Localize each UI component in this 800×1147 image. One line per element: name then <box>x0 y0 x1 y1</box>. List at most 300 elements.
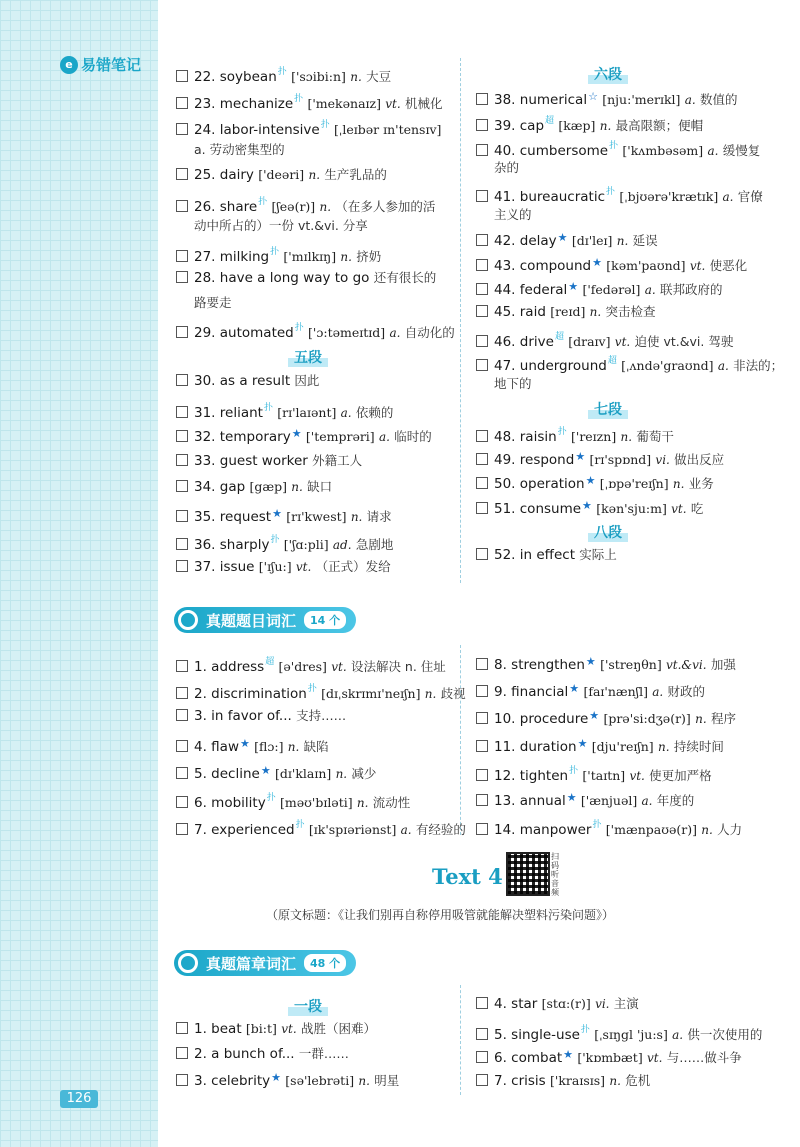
vocab-phonetic: [məʊ'bɪləti] <box>280 795 353 810</box>
vocab-item <box>176 557 391 577</box>
vocab-phonetic: [ˌʌndə'graʊnd] <box>621 358 714 374</box>
vocab-item <box>476 788 694 811</box>
banner-title: 真题篇章词汇 <box>206 954 297 973</box>
vocab-pos: vt. <box>385 96 401 111</box>
vocab-word: 11. duration <box>494 738 577 755</box>
vocab-item <box>476 706 736 729</box>
vocab-word: 46. drive <box>494 333 554 350</box>
vocab-item <box>476 734 724 757</box>
vocab-item <box>476 447 724 470</box>
vocab-meaning: 人力 <box>717 822 743 838</box>
checkbox[interactable] <box>176 200 188 212</box>
checkbox[interactable] <box>476 430 488 442</box>
mark-icon: 扑 <box>307 684 317 695</box>
vocab-meaning: 实际上 <box>579 547 617 562</box>
vocab-pos: n. <box>308 168 321 182</box>
vocab-meaning: 使更加严格 <box>649 767 712 783</box>
checkbox[interactable] <box>476 685 488 697</box>
vocab-phonetic: [rɪ'spɒnd] <box>589 451 652 467</box>
vocab-item <box>476 679 705 702</box>
checkbox[interactable] <box>476 1051 488 1063</box>
vocab-item <box>176 788 410 813</box>
vocab-item <box>476 471 714 494</box>
vocab-meaning: （在多人参加的活 <box>335 198 436 214</box>
vocab-word: 51. consume <box>494 500 582 517</box>
vocab-meaning: 减少 <box>351 765 377 781</box>
checkbox[interactable] <box>476 259 488 271</box>
checkbox[interactable] <box>176 454 188 466</box>
vocab-pos: vt. <box>671 501 687 516</box>
vocab-item <box>176 89 443 114</box>
checkbox[interactable] <box>476 283 488 295</box>
vocab-meaning: 缺口 <box>307 479 333 494</box>
checkbox[interactable] <box>476 335 488 347</box>
vocab-word: 6. combat <box>494 1050 563 1066</box>
vocab-item <box>476 302 656 322</box>
vocab-item <box>476 351 783 376</box>
vocab-meaning: 供一次使用的 <box>687 1026 763 1042</box>
vocab-item <box>176 1044 349 1064</box>
checkbox[interactable] <box>176 406 188 418</box>
mark-icon: 扑 <box>609 140 619 151</box>
star-icon: ★ <box>568 280 579 294</box>
vocab-word: 25. dairy <box>194 167 254 183</box>
vocab-word: 26. share <box>194 198 258 215</box>
vocab-item <box>176 398 393 423</box>
vocab-word: 22. soybean <box>194 69 277 85</box>
text-heading: Text 4 <box>432 864 503 889</box>
vocab-item <box>476 1020 762 1045</box>
vocab-word: 47. underground <box>494 358 607 375</box>
checkbox[interactable] <box>176 660 188 672</box>
vocab-pos: n. <box>350 509 363 524</box>
vocab-meaning: 业务 <box>688 476 714 492</box>
checkbox[interactable] <box>476 119 488 131</box>
checkbox[interactable] <box>476 794 488 806</box>
vocab-pos: a. <box>722 190 734 204</box>
vocab-phonetic: ['streŋθn] <box>600 657 662 672</box>
star-icon: ★ <box>240 736 250 750</box>
vocab-word: 39. cap <box>494 118 545 135</box>
banner-count: 48 个 <box>304 954 346 972</box>
checkbox[interactable] <box>476 234 488 246</box>
vocab-meaning: （正式）发给 <box>315 558 391 574</box>
vocab-item <box>176 371 319 391</box>
checkbox[interactable] <box>176 250 188 262</box>
vocab-pos: a. <box>672 1027 684 1042</box>
vocab-phonetic: [gæp] <box>249 479 287 494</box>
vocab-word: 44. federal <box>494 282 568 299</box>
vocab-meaning: 挤奶 <box>356 248 382 264</box>
qr-code-icon <box>506 852 550 896</box>
mark-icon: 超 <box>545 116 555 127</box>
vocab-word: 4. star <box>494 996 538 1012</box>
vocab-word: 3. in favor of... <box>194 708 292 725</box>
checkbox[interactable] <box>176 709 188 721</box>
checkbox[interactable] <box>476 144 488 156</box>
column-divider <box>460 645 461 835</box>
vocab-meaning: 危机 <box>625 1072 651 1088</box>
banner-passage-vocab <box>174 950 356 976</box>
checkbox[interactable] <box>176 123 188 135</box>
checkbox[interactable] <box>476 477 488 489</box>
vocab-pos: vi. <box>655 452 670 467</box>
vocab-meaning: 突击检查 <box>605 304 656 319</box>
page-content <box>158 0 800 1147</box>
checkbox[interactable] <box>176 271 188 283</box>
vocab-phonetic: [bi:t] <box>245 1020 277 1036</box>
vocab-pos: a. <box>400 823 412 838</box>
vocab-pos: n. <box>657 739 670 754</box>
vocab-phonetic: [kən'sju:m] <box>596 500 667 516</box>
vocab-phonetic: ['ʃɑ:pli] <box>283 537 329 552</box>
checkbox[interactable] <box>176 1047 188 1059</box>
vocab-phonetic: ['taɪtn] <box>582 767 626 783</box>
vocab-phonetic: ['deəri] <box>258 167 305 182</box>
star-icon: ★ <box>592 255 602 269</box>
mark-icon: 扑 <box>277 67 287 77</box>
vocab-pos: n. <box>609 1073 621 1088</box>
mark-icon: 扑 <box>606 187 616 197</box>
segment-heading: 八段 <box>588 522 628 542</box>
vocab-word: 1. address <box>194 659 265 675</box>
vocab-word: 37. issue <box>194 558 255 575</box>
vocab-item <box>476 652 736 675</box>
checkbox[interactable] <box>176 823 188 835</box>
vocab-meaning: 缺陷 <box>303 738 329 754</box>
column-divider <box>460 58 461 583</box>
vocab-item <box>176 504 392 527</box>
vocab-meaning: 大豆 <box>366 69 392 84</box>
vocab-item <box>476 327 733 352</box>
vocab-word: 7. crisis <box>494 1072 546 1089</box>
vocab-item <box>476 994 639 1014</box>
checkbox[interactable] <box>176 767 188 779</box>
vocab-pos: vt. <box>647 1051 663 1065</box>
checkbox[interactable] <box>476 1028 488 1040</box>
vocab-meaning: 使恶化 <box>709 257 748 273</box>
vocab-phonetic: [rɪ'laɪənt] <box>277 404 337 420</box>
search-icon <box>178 953 198 973</box>
checkbox[interactable] <box>176 430 188 442</box>
vocab-word: 10. procedure <box>494 711 589 728</box>
vocab-word: 31. reliant <box>194 404 263 421</box>
vocab-meaning-continued: 地下的 <box>494 375 532 391</box>
vocab-phonetic: [ˌɒpə'reɪʃn] <box>599 476 669 492</box>
vocab-pos: a. <box>717 359 729 374</box>
vocab-phonetic: [ə'dres] <box>278 659 327 674</box>
vocab-word: 12. tighten <box>494 767 569 784</box>
vocab-word: 33. guest worker <box>194 452 308 469</box>
vocab-word: 24. labor-intensive <box>194 122 320 138</box>
checkbox[interactable] <box>176 374 188 386</box>
checkbox[interactable] <box>476 93 488 105</box>
vocab-word: 27. milking <box>194 248 270 265</box>
star-icon: ★ <box>566 791 577 804</box>
vocab-meaning: 外籍工人 <box>312 452 363 468</box>
vocab-phonetic: [kæp] <box>558 118 596 134</box>
mark-icon: 扑 <box>294 323 304 333</box>
vocab-meaning: 葡萄干 <box>636 429 674 444</box>
mark-icon: 扑 <box>295 820 305 831</box>
vocab-phonetic: [draɪv] <box>568 333 611 349</box>
banner-count: 14 个 <box>304 611 346 629</box>
qr-label: 扫码听音频 <box>551 852 559 897</box>
checkbox[interactable] <box>476 502 488 514</box>
vocab-meaning: 依赖的 <box>355 404 394 420</box>
vocab-pos: vt. <box>281 1021 297 1036</box>
vocab-phonetic: [flɔ:] <box>254 738 284 754</box>
star-icon: ★ <box>271 1071 281 1085</box>
star-icon: ★ <box>557 231 568 245</box>
vocab-phonetic: [ɪk'spɪəriənst] <box>308 822 397 838</box>
vocab-word: 8. strengthen <box>494 657 585 673</box>
checkbox[interactable] <box>476 453 488 465</box>
banner-title: 真题题目词汇 <box>206 611 297 630</box>
checkbox[interactable] <box>476 658 488 670</box>
checkbox[interactable] <box>476 997 488 1009</box>
vocab-word: 30. as a result <box>194 373 291 389</box>
vocab-phonetic: ['mɪlkɪŋ] <box>283 248 337 264</box>
star-icon: ☆ <box>588 89 598 103</box>
vocab-meaning-continued: 杂的 <box>494 160 520 176</box>
vocab-item <box>176 115 441 140</box>
vocab-phonetic: ['reɪzn] <box>571 429 617 444</box>
checkbox[interactable] <box>476 548 488 560</box>
checkbox[interactable] <box>176 687 188 699</box>
star-icon: ★ <box>575 449 586 463</box>
vocab-pos: a. <box>378 430 390 444</box>
vocab-word: 1. beat <box>194 1020 242 1037</box>
mark-icon: 超 <box>265 657 275 667</box>
vocab-meaning: 财政的 <box>667 684 706 700</box>
vocab-pos: n. <box>340 249 352 264</box>
vocab-item <box>176 530 393 555</box>
vocab-item <box>176 706 346 726</box>
vocab-meaning: 程序 <box>710 711 736 727</box>
vocab-word: 32. temporary <box>194 429 291 445</box>
vocab-word: 13. annual <box>494 793 566 809</box>
vocab-word: 50. operation <box>494 476 585 493</box>
mark-icon: 扑 <box>270 535 280 545</box>
segment-heading: 五段 <box>288 347 328 367</box>
mark-icon: 扑 <box>258 196 268 207</box>
vocab-item <box>176 192 435 217</box>
brand-badge-icon: e <box>60 56 78 74</box>
vocab-item <box>476 228 658 251</box>
vocab-pos: a. <box>644 283 656 298</box>
checkbox[interactable] <box>476 769 488 781</box>
checkbox[interactable] <box>476 740 488 752</box>
star-icon: ★ <box>291 427 302 440</box>
vocab-pos: n. <box>672 477 685 492</box>
vocab-item <box>176 424 432 447</box>
vocab-phonetic: [prə'si:dʒə(r)] <box>603 711 691 727</box>
checkbox[interactable] <box>176 560 188 572</box>
vocab-item <box>176 451 362 471</box>
vocab-item <box>476 422 674 447</box>
checkbox[interactable] <box>476 305 488 317</box>
vocab-phonetic: [dɪˌskrɪmɪ'neɪʃn] <box>321 686 421 702</box>
checkbox[interactable] <box>176 70 188 82</box>
vocab-phonetic: [ʃeə(r)] <box>271 198 316 214</box>
search-icon <box>178 610 198 630</box>
star-icon: ★ <box>260 763 271 777</box>
vocab-phonetic: [ˌsɪŋgl 'ju:s] <box>594 1026 668 1042</box>
vocab-item <box>176 165 387 185</box>
vocab-meaning-continued: a. 劳动密集型的 <box>194 141 285 157</box>
checkbox[interactable] <box>176 510 188 522</box>
checkbox[interactable] <box>176 1022 188 1034</box>
mark-icon: 扑 <box>592 820 602 831</box>
vocab-meaning: 急剧地 <box>355 537 394 552</box>
vocab-meaning: 还有很长的 <box>373 270 437 285</box>
vocab-pos: n. <box>589 305 602 319</box>
vocab-phonetic: [kəm'paʊnd] <box>606 257 686 273</box>
vocab-word: 2. a bunch of... <box>194 1045 295 1062</box>
vocab-pos: n. <box>287 739 300 754</box>
segment-heading: 六段 <box>588 64 628 84</box>
vocab-item <box>476 182 763 207</box>
vocab-item <box>476 1045 742 1068</box>
vocab-item <box>176 679 466 704</box>
vocab-meaning: 非法的； <box>733 358 784 374</box>
checkbox[interactable] <box>176 538 188 550</box>
vocab-meaning: 自动化的 <box>404 325 455 340</box>
vocab-phonetic: ['mekənaɪz] <box>307 95 381 111</box>
checkbox[interactable] <box>176 1074 188 1086</box>
vocab-phonetic: ['kɒmbæt] <box>577 1050 643 1065</box>
checkbox[interactable] <box>176 740 188 752</box>
vocab-item <box>476 136 760 161</box>
mark-icon: 扑 <box>320 120 330 130</box>
vocab-pos: n. <box>319 199 332 214</box>
vocab-phonetic: ['ænjuəl] <box>580 793 638 808</box>
checkbox[interactable] <box>476 823 488 835</box>
vocab-meaning: 最高限额；便帽 <box>615 118 704 134</box>
vocab-meaning: 延误 <box>632 233 658 249</box>
vocab-pos: n. <box>620 430 633 444</box>
vocab-word: 2. discrimination <box>194 686 307 703</box>
vocab-phonetic: ['mænpaʊə(r)] <box>605 822 697 838</box>
vocab-phonetic: ['kʌmbəsəm] <box>622 142 704 158</box>
star-icon: ★ <box>582 498 592 512</box>
vocab-word: 29. automated <box>194 325 294 341</box>
mark-icon: 扑 <box>580 1024 590 1035</box>
vocab-item <box>176 62 391 87</box>
checkbox[interactable] <box>476 1074 488 1086</box>
checkbox[interactable] <box>476 359 488 371</box>
checkbox[interactable] <box>476 712 488 724</box>
vocab-word: 4. flaw <box>194 738 239 755</box>
star-icon: ★ <box>585 474 596 488</box>
vocab-meaning: 吃 <box>690 500 704 516</box>
checkbox[interactable] <box>176 796 188 808</box>
vocab-word: 5. single-use <box>494 1026 580 1043</box>
vocab-pos: a. <box>652 685 664 700</box>
vocab-meaning: 流动性 <box>372 795 411 810</box>
vocab-meaning: 请求 <box>366 508 392 524</box>
banner-question-vocab <box>174 607 356 633</box>
mark-icon: 超 <box>607 356 617 367</box>
vocab-meaning: 战胜（困难） <box>300 1020 376 1036</box>
vocab-pos: n. <box>335 766 348 781</box>
mark-icon: 扑 <box>270 246 280 257</box>
checkbox[interactable] <box>176 480 188 492</box>
vocab-meaning: 数值的 <box>700 91 738 107</box>
vocab-pos: n. <box>424 687 437 702</box>
vocab-phonetic: [ˌleɪbər ɪn'tensɪv] <box>334 122 442 137</box>
vocab-phonetic: [rɪ'kwest] <box>286 508 347 524</box>
checkbox[interactable] <box>476 190 488 202</box>
mark-icon: 扑 <box>263 402 273 413</box>
vocab-phonetic: [stɑ:(r)] <box>541 996 591 1011</box>
star-icon: ★ <box>569 682 580 696</box>
vocab-meaning: 年度的 <box>656 793 695 808</box>
vocab-phonetic: [ˌbjʊərə'krætɪk] <box>619 189 719 204</box>
vocab-phonetic: [faɪ'nænʃl] <box>583 684 648 700</box>
vocab-word: 28. have a long way to go <box>194 270 370 286</box>
vocab-meaning: 做出反应 <box>674 451 725 467</box>
vocab-pos: vt. <box>629 768 645 783</box>
vocab-word: 38. numerical <box>494 91 588 108</box>
vocab-item <box>476 815 742 840</box>
vocab-pos: n. <box>291 480 303 494</box>
brand-logo <box>60 54 141 75</box>
vocab-pos: vt.&vi. <box>666 658 707 672</box>
vocab-meaning: 临时的 <box>394 429 432 444</box>
checkbox[interactable] <box>176 97 188 109</box>
mark-icon: 超 <box>554 331 564 342</box>
vocab-phonetic: ['fedərəl] <box>582 282 641 298</box>
vocab-item <box>176 815 466 840</box>
vocab-meaning: 与……做斗争 <box>666 1050 742 1065</box>
checkbox[interactable] <box>176 326 188 338</box>
star-icon: ★ <box>585 655 596 668</box>
vocab-word: 23. mechanize <box>194 95 294 112</box>
vocab-meaning: 缓慢复 <box>722 142 761 158</box>
vocab-word: 5. decline <box>194 765 260 782</box>
vocab-pos: n. <box>599 119 612 134</box>
vocab-meaning: 支持…… <box>296 708 347 724</box>
vocab-item <box>176 734 329 757</box>
vocab-item <box>476 545 617 565</box>
checkbox[interactable] <box>176 168 188 180</box>
vocab-pos: a. <box>707 143 719 158</box>
vocab-meaning: 联邦政府的 <box>660 282 723 298</box>
brand-name: 易错笔记 <box>81 56 142 74</box>
vocab-word: 3. celebrity <box>194 1073 271 1090</box>
star-icon: ★ <box>563 1048 574 1061</box>
vocab-phonetic: ['sɔibi:n] <box>291 69 346 84</box>
column-divider <box>460 985 461 1095</box>
vocab-phonetic: ['ɪʃu:] <box>258 558 292 574</box>
vocab-word: 42. delay <box>494 233 557 250</box>
vocab-item <box>176 652 446 677</box>
segment-heading: 一段 <box>288 996 328 1016</box>
vocab-item <box>476 87 738 110</box>
vocab-phonetic: [dju'reɪʃn] <box>591 738 654 754</box>
vocab-pos: a. <box>389 326 401 340</box>
vocab-pos: vt. <box>689 258 706 273</box>
vocab-meaning: 生产乳品的 <box>324 167 387 182</box>
vocab-pos: vi. <box>595 997 610 1011</box>
mark-icon: 扑 <box>569 765 579 776</box>
vocab-word: 7. experienced <box>194 822 295 839</box>
star-icon: ★ <box>577 736 588 750</box>
vocab-item <box>476 761 712 786</box>
vocab-meaning: 机械化 <box>405 95 443 111</box>
